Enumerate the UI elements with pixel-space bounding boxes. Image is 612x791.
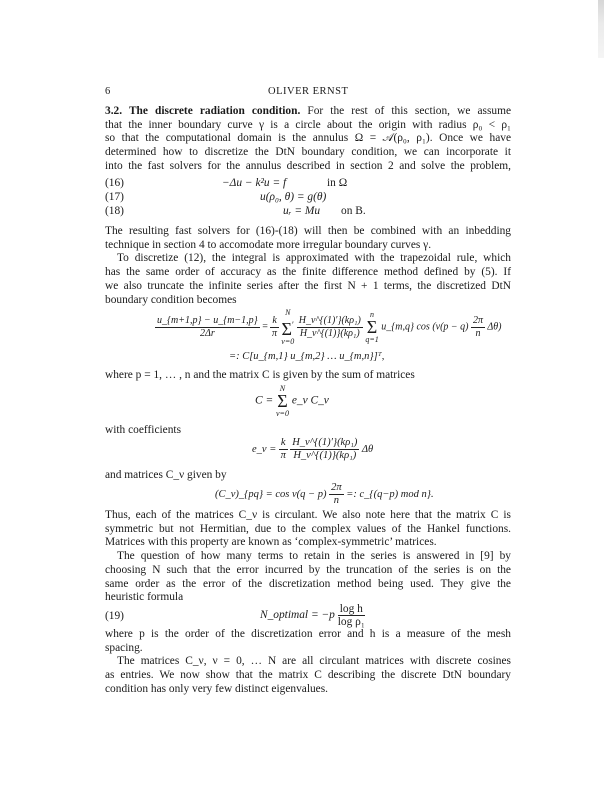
text-line: choosing N such that the error incurred by the truncation of the series is on the (105, 563, 511, 576)
text-line: For the rest of this section, we assume (300, 105, 511, 117)
equation-number: (16) (105, 177, 124, 189)
text-line: we also truncate the infinite series after the first N + 1 terms, the discretized DtN (105, 279, 511, 292)
term: e_ν C_ν (291, 394, 329, 407)
paragraph (105, 424, 511, 438)
fraction-numerator: H_ν^{(1)′}(kρ₁) (292, 437, 358, 448)
section-paragraph (105, 105, 511, 174)
sum-upper: N (285, 308, 291, 317)
fraction-numerator: u_{m+1,p} − u_{m−1,p} (157, 314, 258, 326)
text-line: The question of how many terms to retain in the series is answered in [9] by (117, 550, 511, 563)
text-line: technique in section 4 to accomodate more irregular boundary curves γ. (105, 238, 432, 251)
equation-number: (18) (105, 205, 124, 217)
text-line: The resulting fast solvers for (16)-(18) will then be combined with an inbedding (105, 225, 511, 237)
term: u_{m,q} cos (381, 321, 430, 333)
equation-body: u(ρ₀, θ) = g(θ) (260, 191, 327, 203)
fraction-denominator: n (475, 327, 481, 339)
term: (C_ν)_{pq} = cos ν(q − p) (215, 488, 327, 500)
text-line: that the inner boundary curve γ is a circle about the origin with radius ρ₀ < ρ₁ (105, 118, 511, 131)
text-line: determined how to discretize the DtN boundary condition, we can incorporate it (105, 146, 511, 159)
equation-body (260, 603, 365, 628)
equation-16 (105, 177, 511, 191)
text-line: The matrices C_ν, ν = 0, … N are all circulant matrices with discrete cosines (117, 655, 511, 668)
text-line: condition has only very few distinct eigenvalues. (105, 682, 329, 695)
term: =: c_{(q−p) mod n}. (346, 488, 434, 500)
e-nu-equation (252, 437, 373, 462)
fraction-denominator: n (333, 495, 340, 506)
fraction-numerator: 2π (331, 482, 342, 493)
text-line: boundary condition becomes (105, 293, 237, 306)
equation-body: uᵣ = Mu (283, 205, 321, 217)
fraction-denominator: log ρ₁ (337, 616, 365, 628)
equation-condition: in Ω (327, 177, 348, 189)
text-line: symmetric but not Hermitian, due to the complex values of the Hankel functions. (105, 522, 511, 535)
fraction-numerator: 2π (473, 314, 484, 326)
term: Δθ (361, 443, 374, 455)
running-title: OLIVER ERNST (268, 86, 349, 97)
paragraph (105, 369, 511, 383)
fraction-denominator: H_ν^{(1)}(kρ₁) (293, 450, 357, 461)
text-line: with coefficients (105, 424, 182, 436)
term: C = (255, 394, 274, 407)
term: (ν(p − q) (432, 321, 469, 333)
equation-18 (105, 205, 511, 219)
prime: ′ (292, 320, 294, 330)
paragraph (105, 509, 511, 605)
text-line: has the same order of accuracy as the finite difference method defined by (5). If (105, 266, 511, 279)
equation-body: −Δu − k²u = f (222, 177, 287, 189)
fraction-denominator: 2Δr (199, 327, 215, 339)
text-line: To discretize (12), the integral is approximated with the trapezoidal rule, which (117, 252, 511, 265)
sum-lower: q=1 (365, 335, 379, 344)
text-line: as entries. We now show that the matrix C describing the discrete DtN boundary (105, 669, 511, 682)
equation-number: (17) (105, 191, 124, 203)
fraction-denominator: π (280, 450, 286, 461)
text-line: so that the computational domain is the annulus Ω = 𝒜(ρ₀, ρ₁). Once we have (105, 132, 511, 145)
text-line: Thus, each of the matrices C_ν is circulant. We also note here that the matrix C is (105, 509, 511, 521)
fraction-numerator: H_ν^{(1)′}(kρ₁) (298, 314, 361, 326)
text-line: where p = 1, … , n and the matrix C is given by the sum of matrices (105, 369, 415, 381)
section-heading: 3.2. The discrete radiation condition. (105, 105, 301, 117)
text-line: and matrices C_ν given by (105, 469, 227, 481)
sum-upper: n (370, 310, 375, 319)
term: N_optimal = −p (260, 609, 335, 622)
fraction-denominator: π (272, 327, 278, 339)
term: e_ν = (252, 443, 277, 455)
equals: = (262, 321, 268, 333)
text-line: Matrices with this property are known as ‘complex-symmetric’ matrices. (105, 536, 437, 549)
sum-lower: ν=0 (276, 409, 289, 418)
sum-lower: ν=0 (281, 337, 295, 346)
equation-19 (105, 603, 511, 631)
fraction-numerator: k (280, 437, 286, 448)
cpq-equation (215, 482, 434, 507)
fraction-numerator: k (272, 314, 277, 326)
paragraph (105, 469, 511, 483)
paragraph (105, 628, 511, 697)
fraction-denominator: H_ν^{(1)}(kρ₁) (299, 327, 360, 339)
page-number: 6 (105, 86, 111, 97)
paragraph (105, 225, 511, 307)
scan-artifact (598, 0, 604, 58)
equation-17 (105, 191, 511, 205)
sum-upper: N (279, 384, 286, 393)
text-line: spacing. (105, 641, 143, 654)
text-line: where p is the order of the discretization error and h is a measure of the mesh (105, 628, 511, 640)
dtn-equation-line2: =: C[u_{m,1} u_{m,2} … u_{m,n}]ᵀ, (229, 351, 385, 362)
c-sum-equation: C = N Σ ν=0 e_ν C_ν (255, 384, 329, 418)
equation-number: (19) (105, 610, 124, 622)
text-line: into the fast solvers for the annulus described in section 2 and solve the problem, (105, 159, 511, 172)
term: Δθ) (487, 321, 502, 333)
text-line: same order as the error of the discretization method being used. They give the (105, 577, 511, 590)
equation-condition: on B. (341, 205, 366, 217)
text-line: heuristic formula (105, 591, 184, 604)
fraction-numerator: log h (339, 603, 363, 615)
dtn-equation: $\frac{u\_\{m+1,p\} - u\_\{m-1,p\}}{2\Delta r}$ = $\frac{k}{\pi}$ N Σ′ ν=0 $\frac{\text{H\_ν\textasciicircum{}\{(1)′\}(kρ₁)}}{\text{H\_ν\textasciicircum{}\{(1)\}(kρ₁)}}$ n Σ q=1 u_{m,q} cos (ν(p − q) $\frac{2\pi}{n}$ Δθ) (157, 308, 502, 346)
